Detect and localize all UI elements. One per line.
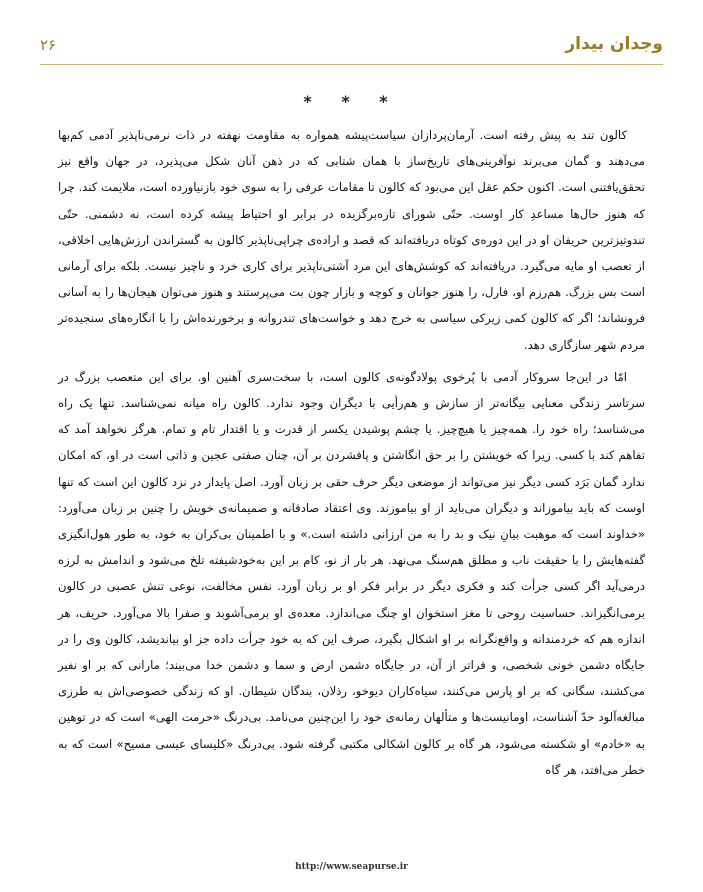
section-separator: * * * xyxy=(303,92,400,111)
paragraph: امّا در این‌جا سروکار آدمی با پُرخوی پولادگونه‌ی کالون است، با سخت‌سری آهنین او. برای این متعصب بزرگ در سرتاسر زندگی معنایی بیگانه‌تر از سازش و هم‌رأیی با دیگران وجود ندارد. کالون راه میانه نمی‌شناسد. تنها یک راه می‌شناسد؛ راه خود را. همه‌چیز یا هیچ‌چیز. یا چشم پوشیدن یکسر از قدرت و یا اقتدار تام و تمام. هرگز نخواهد آمد که تفاهم کند با کسی. زیرا که خویشتن را بر حق انگاشتن و پافشردن بر آن، چنان صفتی عجین و ذاتی است در او، که امکان ندارد گمان بَرَد کسی دیگر نیز می‌تواند از موضعی دیگر حرف حقی بر زبان آورد. اصل پایدار در نزد کالون این است که تنها اوست که باید بیاموزاند و دیگران می‌باید از او بیاموزند. وی اعتقاد صادقانه و صمیمانه‌ی خویش را چنین بر زبان می‌آورد: «خداوند است که موهبت بیانِ نیک و بد را به من ارزانی داشته است.» و با اطمینان بی‌کران به خود، به طور هول‌انگیزی گفته‌هایش را با حقیقت ناب و مطلق هم‌سنگ می‌نهد. هر بار از نو، کام بر این به‌خودشیفته تلخ می‌شود و اندامش به لرزه درمی‌آید اگر کسی جرأت کند و فکری دیگر در برابر فکر او بر زبان آورد. نفس مخالفت، نوعی تنش عصبی در کالون برمی‌انگیزاند. حساسیت روحی تا مغز استخوان او چنگ می‌اندازد. معده‌ی او برمی‌آشوبد و صفرا بالا می‌آورد. حریف، هر اندازه هم که خردمندانه و واقع‌نگرانه بر او اشکال بگیرد، صرف این که به خود جرأت داده جز او بیاندیشد، کالون وی را در جایگاه دشمن خونی شخصی، و فراتر از آن، در جایگاه دشمن ارض و سما و دشمن خدا می‌بیند؛ مارانی که بر او نفیر می‌کشند، سگانی که بر او پارس می‌کنند، سیاه‌کاران دیوخو، رذلان، بندگان شیطان. او که زندگی خصوصی‌اش به طرزی مبالغه‌آلود حدّ آشناست، اومانیست‌ها و متألهان زمانه‌ی خود را این‌چنین می‌نامد. بی‌درنگ «حرمت الهی» است که در توهین به «خادم» او شکسته می‌شود، هر گاه بر کالون اشکالی مکتبی گرفته شود. بی‌درنگ «کلیسای عیسی مسیح» است که به خطر می‌افتد، هر گاه xyxy=(58,369,645,777)
paragraph: کالون تند به پیش رفته است. آرمان‌پردازان سیاست‌پیشه همواره به مقاومت نهفته در ذات نرمی‌ناپذیر آدمی کم‌بها می‌دهند و گمان می‌برند نوآفرینی‌های تاریخ‌ساز با همان شتابی که در ذهن آنان شکل می‌پذیرد، در جهان واقع نیز تحقق‌یافتنی است. اکنون حکم عقل این می‌بود که کالون تا مقامات عرفی را به سوی خود بازنیاورده است، ملایمت کند. چرا که هنوز حال‌ها مساعدِ کار اوست. حتّی شورای تازه‌برگزیده در برابر او احتیاط پیشه کرده است، نه دشمنی. حتّی تندوتیزترین حریفان او در این دوره‌ی کوتاه دریافته‌اند که قصد و اراده‌ی چراپی‌ناپذیر کالون به گستراندن ارزش‌هایی اخلاقی، از تعصب او مایه می‌گیرد. دریافته‌اند که کوشش‌های این مرد آشتی‌ناپذیر برای کاری خرد و ناچیز نیست. بلکه برای آرمانی است بس بزرگ. هم‌رزم او، فارل، را هنوز جوانان و کوچه و بازار چون بت می‌پرستند و هنوز می‌توان هیجان‌ها را به آسانی فرونشاند؛ اگر که کالون کمی زیرکی سیاسی به خرج دهد و خواست‌های تندروانه و برخورنده‌اش را با انگاره‌های سنجیده‌تر مردم شهر سازگاری دهد. xyxy=(58,128,645,352)
page-number: ۲۶ xyxy=(40,36,57,54)
header-divider xyxy=(40,64,663,65)
running-title: وجدان بیدار xyxy=(565,34,663,54)
footer-url: http://www.seapurse.ir xyxy=(295,862,408,872)
page-header xyxy=(40,34,663,64)
body-text xyxy=(58,122,645,789)
